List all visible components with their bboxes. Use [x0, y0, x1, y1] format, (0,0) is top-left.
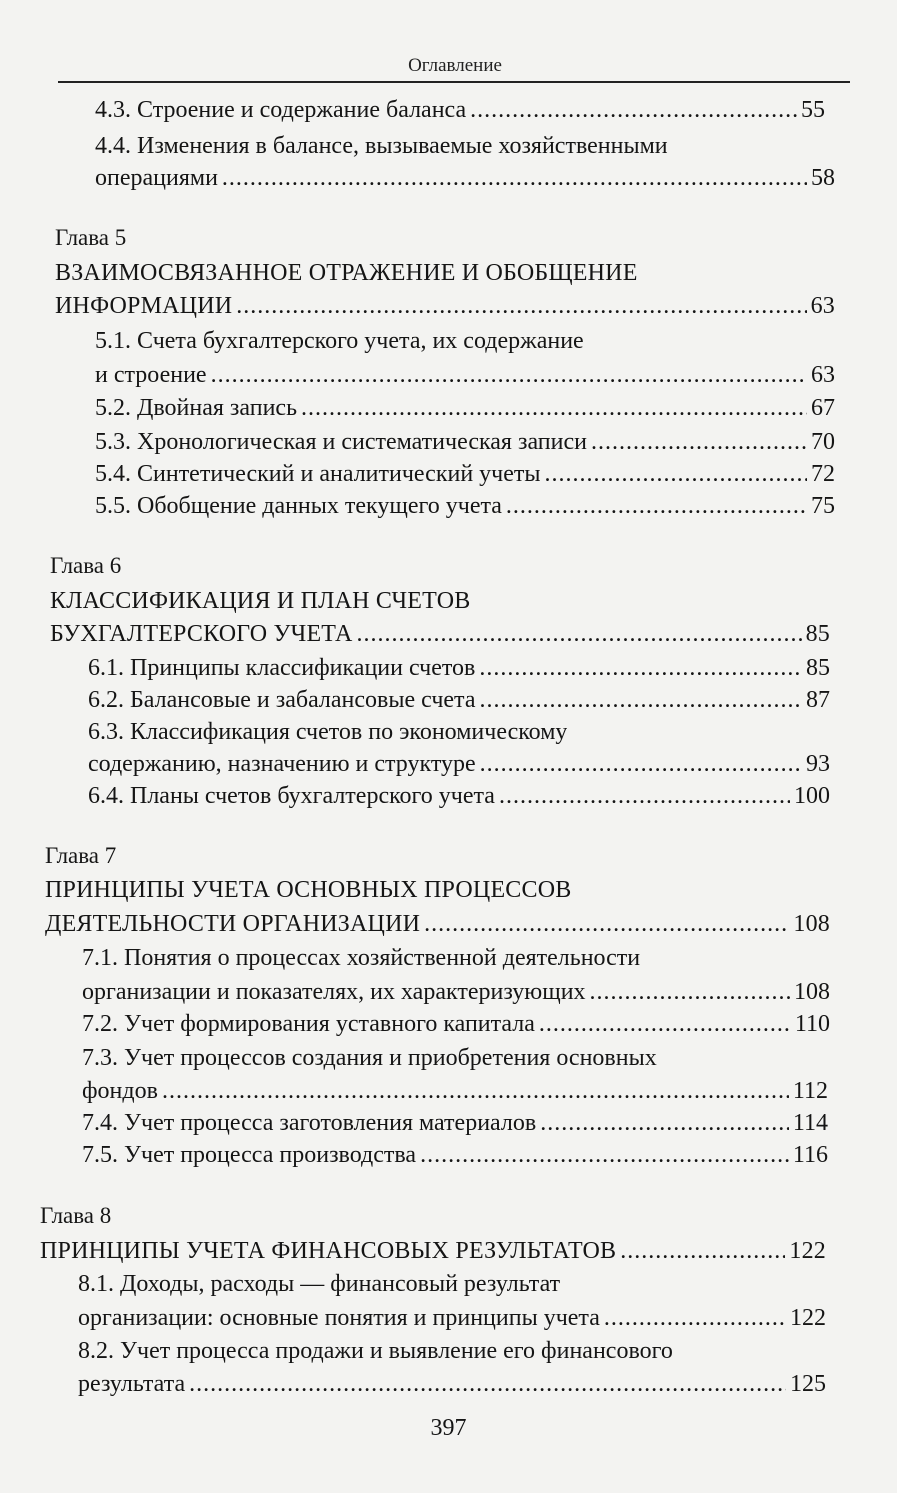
dot-leader	[479, 650, 802, 686]
toc-entry	[95, 456, 835, 492]
toc-entry	[82, 1073, 828, 1109]
toc-line: 6.3. Классификация счетов по экономическому	[88, 719, 568, 745]
dot-leader	[162, 1073, 789, 1109]
toc-entry-title: 5.2. Двойная запись	[95, 395, 298, 421]
dot-leader	[211, 357, 807, 393]
toc-page-number: 114	[792, 1110, 828, 1136]
page-number: 397	[430, 1415, 467, 1441]
chapter-label: Глава 8	[40, 1203, 112, 1228]
toc-entry-title: 6.2. Балансовые и забалансовые счета	[88, 687, 476, 713]
toc-line: 8.1. Доходы, расходы — финансовый результат	[78, 1271, 561, 1297]
dot-leader	[357, 616, 802, 652]
toc-page-number: 70	[811, 429, 835, 455]
toc-entry-title: организации: основные понятия и принципы учета	[78, 1305, 600, 1331]
toc-page-number: 75	[811, 493, 835, 519]
toc-line: 4.4. Изменения в балансе, вызываемые хозяйственными	[95, 133, 668, 159]
toc-entry	[82, 1137, 828, 1173]
toc-entry	[78, 1366, 826, 1402]
toc-page-number: 63	[811, 362, 835, 388]
dot-leader	[236, 288, 806, 324]
toc-page-number: 85	[805, 621, 830, 647]
toc-page-number: 110	[794, 1011, 830, 1037]
dot-leader	[540, 1105, 789, 1141]
toc-entry	[82, 1006, 830, 1042]
toc-entry	[88, 778, 830, 814]
toc-page-number: 63	[810, 293, 835, 319]
header-rule	[58, 81, 850, 83]
toc-entry	[88, 650, 830, 686]
dot-leader	[301, 390, 807, 426]
toc-entry-title: ИНФОРМАЦИИ	[55, 293, 233, 319]
toc-entry-title: 5.3. Хронологическая и систематическая записи	[95, 429, 587, 455]
toc-page-number: 67	[811, 395, 835, 421]
toc-page-number: 108	[794, 979, 830, 1005]
toc-page-number: 100	[794, 783, 830, 809]
toc-entry-title: ПРИНЦИПЫ УЧЕТА ФИНАНСОВЫХ РЕЗУЛЬТАТОВ	[40, 1238, 617, 1264]
dot-leader	[545, 456, 808, 492]
dot-leader	[506, 488, 807, 524]
toc-entry	[95, 488, 835, 524]
toc-entry-title: БУХГАЛТЕРСКОГО УЧЕТА	[50, 621, 353, 647]
toc-entry-title: организации и показателях, их характеризующих	[82, 979, 586, 1005]
toc-page-number: 122	[790, 1305, 826, 1331]
dot-leader	[620, 1233, 785, 1269]
dot-leader	[591, 424, 807, 460]
toc-entry-title: содержанию, назначению и структуре	[88, 751, 476, 777]
toc-entry-title: 5.5. Обобщение данных текущего учета	[95, 493, 502, 519]
toc-entry-title: 7.2. Учет формирования уставного капитала	[82, 1011, 535, 1037]
toc-page-number: 87	[806, 687, 830, 713]
toc-page-number: 122	[789, 1238, 826, 1264]
toc-entry	[50, 616, 830, 652]
running-header: Оглавление	[408, 55, 502, 76]
toc-page-number: 72	[811, 461, 835, 487]
toc-page-number: 55	[801, 97, 825, 123]
toc-entry	[95, 390, 835, 426]
toc-page-number: 108	[793, 911, 830, 937]
toc-line: ПРИНЦИПЫ УЧЕТА ОСНОВНЫХ ПРОЦЕССОВ	[45, 877, 572, 903]
toc-entry	[88, 682, 830, 718]
toc-entry	[78, 1300, 826, 1336]
toc-line: 7.1. Понятия о процессах хозяйственной деятельности	[82, 945, 641, 971]
toc-entry	[88, 746, 830, 782]
toc-entry	[95, 424, 835, 460]
toc-page-number: 125	[790, 1371, 826, 1397]
toc-entry	[95, 160, 835, 196]
dot-leader	[480, 746, 802, 782]
dot-leader	[499, 778, 790, 814]
toc-page-number: 116	[792, 1142, 828, 1168]
toc-entry	[55, 288, 835, 324]
chapter-label: Глава 7	[45, 843, 117, 868]
toc-entry-title: ДЕЯТЕЛЬНОСТИ ОРГАНИЗАЦИИ	[45, 911, 421, 937]
toc-entry-title: результата	[78, 1371, 186, 1397]
dot-leader	[470, 92, 797, 128]
toc-entry-title: 6.1. Принципы классификации счетов	[88, 655, 476, 681]
dot-leader	[604, 1300, 786, 1336]
toc-page-number: 112	[792, 1078, 828, 1104]
dot-leader	[420, 1137, 789, 1173]
dot-leader	[189, 1366, 786, 1402]
dot-leader	[222, 160, 807, 196]
dot-leader	[590, 974, 790, 1010]
dot-leader	[539, 1006, 791, 1042]
toc-entry-title: 7.5. Учет процесса производства	[82, 1142, 417, 1168]
toc-page-number: 85	[806, 655, 830, 681]
toc-entry	[82, 1105, 828, 1141]
toc-line: 5.1. Счета бухгалтерского учета, их содержание	[95, 328, 584, 354]
toc-entry-title: 6.4. Планы счетов бухгалтерского учета	[88, 783, 495, 809]
toc-entry	[45, 906, 830, 942]
toc-line: ВЗАИМОСВЯЗАННОЕ ОТРАЖЕНИЕ И ОБОБЩЕНИЕ	[55, 260, 638, 286]
toc-entry-title: фондов	[82, 1078, 158, 1104]
toc-entry-title: 7.4. Учет процесса заготовления материалов	[82, 1110, 537, 1136]
toc-page-number: 58	[811, 165, 835, 191]
toc-entry	[82, 974, 830, 1010]
toc-line: 8.2. Учет процесса продажи и выявление его финансового	[78, 1338, 673, 1364]
toc-line: 7.3. Учет процессов создания и приобретения основных	[82, 1045, 657, 1071]
toc-entry	[95, 357, 835, 393]
toc-line: КЛАССИФИКАЦИЯ И ПЛАН СЧЕТОВ	[50, 588, 471, 614]
dot-leader	[480, 682, 803, 718]
toc-entry	[40, 1233, 826, 1269]
toc-entry-title: и строение	[95, 362, 207, 388]
toc-entry	[95, 92, 825, 128]
dot-leader	[424, 906, 789, 942]
toc-entry-title: 5.4. Синтетический и аналитический учеты	[95, 461, 541, 487]
toc-entry-title: операциями	[95, 165, 218, 191]
toc-entry-title: 4.3. Строение и содержание баланса	[95, 97, 467, 123]
chapter-label: Глава 5	[55, 225, 127, 250]
chapter-label: Глава 6	[50, 553, 122, 578]
toc-page-number: 93	[806, 751, 830, 777]
